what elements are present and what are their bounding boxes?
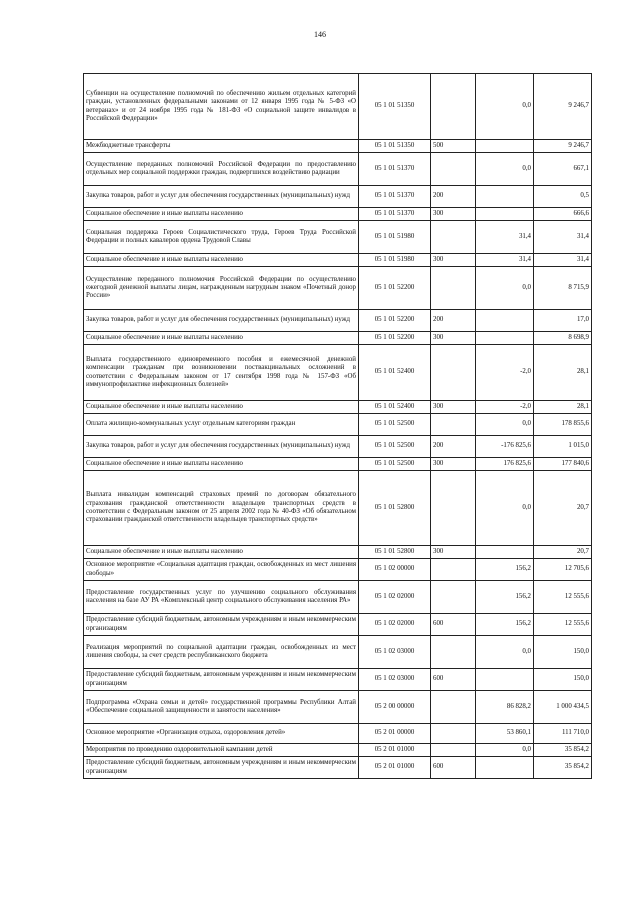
page-number: 146 [314,30,326,39]
row-type-cell [431,636,476,669]
row-change-cell [476,310,534,332]
row-amount-cell: 667,1 [534,153,592,186]
row-type-cell: 600 [431,669,476,691]
table-row [84,332,592,345]
row-amount-cell: 1 015,0 [534,436,592,458]
row-change-cell: -176 825,6 [476,436,534,458]
row-change-cell: 0,0 [476,267,534,310]
row-type-cell [431,153,476,186]
row-code-cell: 05 1 02 02000 [359,614,431,636]
row-type-cell: 200 [431,186,476,208]
table-row [84,559,592,581]
row-change-cell: 31,4 [476,221,534,254]
row-code-cell: 05 1 02 03000 [359,636,431,669]
row-change-cell [476,332,534,345]
row-code-cell: 05 1 01 51370 [359,153,431,186]
row-change-cell [476,186,534,208]
row-name-cell: Предоставление субсидий бюджетным, автономным учреждениям и иным некоммерческим организациям [84,614,359,636]
row-code-cell: 05 2 00 00000 [359,691,431,724]
row-type-cell [431,267,476,310]
table-row [84,345,592,401]
row-code-cell: 05 1 01 51370 [359,186,431,208]
row-amount-cell: 20,7 [534,471,592,546]
row-change-cell: 0,0 [476,153,534,186]
row-code-cell: 05 1 01 51350 [359,74,431,140]
row-code-cell: 05 1 01 52400 [359,401,431,414]
row-code-cell: 05 2 01 01000 [359,757,431,779]
row-change-cell: 53 860,1 [476,724,534,744]
row-amount-cell: 9 246,7 [534,74,592,140]
row-code-cell: 05 1 01 51980 [359,254,431,267]
table-row [84,74,592,140]
row-change-cell: -2,0 [476,345,534,401]
row-change-cell [476,546,534,559]
row-type-cell: 600 [431,757,476,779]
table-row [84,254,592,267]
row-code-cell: 05 1 01 51980 [359,221,431,254]
row-amount-cell: 20,7 [534,546,592,559]
row-name-cell: Предоставление субсидий бюджетным, автономным учреждениям и иным некоммерческим организациям [84,669,359,691]
table-row [84,208,592,221]
row-change-cell [476,140,534,153]
row-code-cell: 05 1 01 52200 [359,332,431,345]
table-row [84,691,592,724]
row-type-cell [431,414,476,436]
table-row [84,614,592,636]
row-name-cell: Социальное обеспечение и иные выплаты населению [84,546,359,559]
row-code-cell: 05 1 01 52800 [359,546,431,559]
row-type-cell: 300 [431,208,476,221]
row-type-cell: 300 [431,401,476,414]
row-name-cell: Основное мероприятие «Организация отдыха, оздоровления детей» [84,724,359,744]
row-change-cell: 156,2 [476,559,534,581]
row-type-cell: 300 [431,254,476,267]
row-code-cell: 05 1 02 00000 [359,559,431,581]
table-row [84,669,592,691]
row-code-cell: 05 1 01 52800 [359,471,431,546]
table-row [84,458,592,471]
row-name-cell: Осуществление переданного полномочия Российской Федерации по осуществлению ежегодной денежной выплаты лицам, награжденным нагрудным знаком «Почетный донор России» [84,267,359,310]
row-change-cell: -2,0 [476,401,534,414]
row-code-cell: 05 1 02 03000 [359,669,431,691]
row-amount-cell: 12 555,6 [534,581,592,614]
row-type-cell: 200 [431,436,476,458]
row-name-cell: Социальное обеспечение и иные выплаты населению [84,458,359,471]
row-code-cell: 05 2 01 00000 [359,724,431,744]
row-type-cell [431,744,476,757]
row-name-cell: Социальное обеспечение и иные выплаты населению [84,208,359,221]
table-row [84,471,592,546]
row-type-cell: 300 [431,458,476,471]
table-row [84,221,592,254]
row-change-cell: 0,0 [476,744,534,757]
row-name-cell: Социальная поддержка Героев Социалистического труда, Героев Труда Российской Федерации и полных кавалеров ордена Трудовой Славы [84,221,359,254]
row-change-cell: 31,4 [476,254,534,267]
row-change-cell: 156,2 [476,581,534,614]
row-name-cell: Межбюджетные трансферты [84,140,359,153]
row-amount-cell: 31,4 [534,221,592,254]
row-name-cell: Подпрограмма «Охрана семьи и детей» государственной программы Республики Алтай «Обеспечение социальной защищенности и занятости населения» [84,691,359,724]
row-name-cell: Мероприятия по проведению оздоровительной кампании детей [84,744,359,757]
row-name-cell: Оплата жилищно-коммунальных услуг отдельным категориям граждан [84,414,359,436]
row-amount-cell: 150,0 [534,669,592,691]
row-code-cell: 05 1 01 52200 [359,267,431,310]
row-amount-cell: 28,1 [534,345,592,401]
row-code-cell: 05 1 01 52400 [359,345,431,401]
row-change-cell [476,669,534,691]
row-name-cell: Субвенции на осуществление полномочий по обеспечению жильем отдельных категорий граждан, установленных федеральными законами от 12 января 1995 года № 5-ФЗ «О ветеранах» и от 24 ноября 1995 года № 181-ФЗ «О социальной защите инвалидов в Российской Федерации» [84,74,359,140]
row-code-cell: 05 1 01 52500 [359,436,431,458]
row-name-cell: Закупка товаров, работ и услуг для обеспечения государственных (муниципальных) нужд [84,310,359,332]
row-amount-cell: 12 555,6 [534,614,592,636]
row-type-cell [431,559,476,581]
row-type-cell [431,691,476,724]
row-amount-cell: 17,0 [534,310,592,332]
row-name-cell: Социальное обеспечение и иные выплаты населению [84,332,359,345]
row-type-cell [431,724,476,744]
row-name-cell: Предоставление субсидий бюджетным, автономным учреждениям и иным некоммерческим организациям [84,757,359,779]
row-type-cell [431,74,476,140]
table-row [84,724,592,744]
row-amount-cell: 666,6 [534,208,592,221]
row-change-cell: 156,2 [476,614,534,636]
row-change-cell [476,208,534,221]
row-amount-cell: 150,0 [534,636,592,669]
row-name-cell: Предоставление государственных услуг по улучшению социального обслуживания населения на базе АУ РА «Комплексный центр социального обслуживания населения РА» [84,581,359,614]
row-name-cell: Реализация мероприятий по социальной адаптации граждан, освобожденных из мест лишения свободы, за счет средств республиканского бюджета [84,636,359,669]
row-amount-cell: 178 855,6 [534,414,592,436]
row-name-cell: Закупка товаров, работ и услуг для обеспечения государственных (муниципальных) нужд [84,186,359,208]
table-row [84,546,592,559]
table-row [84,153,592,186]
table-row [84,401,592,414]
row-code-cell: 05 1 01 51350 [359,140,431,153]
row-code-cell: 05 1 01 52500 [359,414,431,436]
row-name-cell: Закупка товаров, работ и услуг для обеспечения государственных (муниципальных) нужд [84,436,359,458]
row-amount-cell: 8 715,9 [534,267,592,310]
row-name-cell: Основное мероприятие «Социальная адаптация граждан, освобожденных из мест лишения свободы» [84,559,359,581]
row-change-cell: 0,0 [476,74,534,140]
table-row [84,436,592,458]
row-amount-cell: 12 705,6 [534,559,592,581]
row-type-cell: 300 [431,546,476,559]
row-amount-cell: 111 710,0 [534,724,592,744]
table-row [84,757,592,779]
row-name-cell: Социальное обеспечение и иные выплаты населению [84,254,359,267]
table-row [84,636,592,669]
row-type-cell [431,471,476,546]
table-row [84,186,592,208]
row-change-cell: 0,0 [476,471,534,546]
row-type-cell [431,221,476,254]
row-amount-cell: 31,4 [534,254,592,267]
row-change-cell: 0,0 [476,636,534,669]
row-type-cell [431,345,476,401]
row-amount-cell: 28,1 [534,401,592,414]
row-code-cell: 05 1 02 02000 [359,581,431,614]
row-amount-cell: 177 840,6 [534,458,592,471]
row-code-cell: 05 1 01 51370 [359,208,431,221]
row-code-cell: 05 1 01 52200 [359,310,431,332]
row-name-cell: Выплата инвалидам компенсаций страховых премий по договорам обязательного страхования гражданской ответственности владельцев транспортных средств в соответствии с Федеральным законом от 25 апреля 2002 года № 40-ФЗ «Об обязательном страховании гражданской ответственности владельцев транспортных средств» [84,471,359,546]
table-row [84,414,592,436]
row-amount-cell: 1 000 434,5 [534,691,592,724]
row-change-cell: 0,0 [476,414,534,436]
table-row [84,140,592,153]
row-code-cell: 05 1 01 52500 [359,458,431,471]
table-row [84,744,592,757]
row-amount-cell: 0,5 [534,186,592,208]
row-change-cell [476,757,534,779]
table-row [84,267,592,310]
row-type-cell: 500 [431,140,476,153]
row-code-cell: 05 2 01 01000 [359,744,431,757]
row-change-cell: 86 828,2 [476,691,534,724]
row-type-cell [431,581,476,614]
row-amount-cell: 35 854,2 [534,744,592,757]
row-type-cell: 600 [431,614,476,636]
row-type-cell: 200 [431,310,476,332]
row-amount-cell: 8 698,9 [534,332,592,345]
table-row [84,310,592,332]
row-type-cell: 300 [431,332,476,345]
row-amount-cell: 9 246,7 [534,140,592,153]
row-amount-cell: 35 854,2 [534,757,592,779]
row-name-cell: Социальное обеспечение и иные выплаты населению [84,401,359,414]
row-name-cell: Осуществление переданных полномочий Российской Федерации по предоставлению отдельных мер социальной поддержки граждан, подвергшихся воздействию радиации [84,153,359,186]
row-change-cell: 176 825,6 [476,458,534,471]
budget-table [83,73,592,779]
table-row [84,581,592,614]
row-name-cell: Выплата государственного единовременного пособия и ежемесячной денежной компенсации гражданам при возникновении поствакцинальных осложнений в соответствии с Федеральным законом от 17 сентября 1998 года № 157-ФЗ «Об иммунопрофилактике инфекционных болезней» [84,345,359,401]
